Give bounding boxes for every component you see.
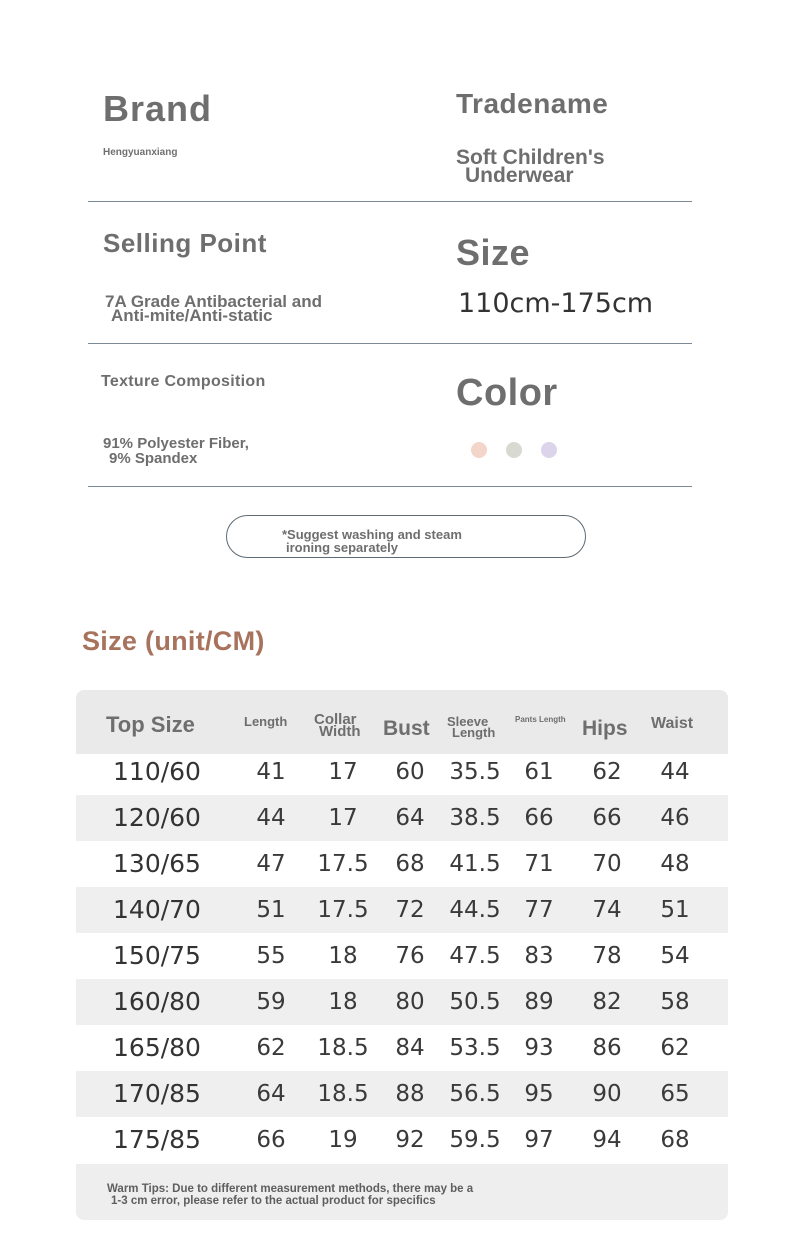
table-cell-size: 130/65: [113, 849, 201, 878]
table-cell: 59: [256, 989, 286, 1015]
header-pants-length: Pants Length: [515, 715, 566, 724]
divider: [88, 486, 692, 487]
table-cell: 44: [256, 805, 286, 831]
table-cell: 44: [660, 759, 690, 785]
color-swatch-lavender[interactable]: [541, 442, 557, 458]
table-row: [76, 841, 728, 887]
header-bust: Bust: [383, 717, 430, 740]
table-cell: 41.5: [449, 851, 501, 877]
warm-tips: [107, 1183, 567, 1207]
color-heading: Color: [456, 372, 558, 408]
header-collar-line1: Collar: [314, 711, 357, 728]
table-cell: 56.5: [449, 1081, 501, 1107]
tradename-value-line1: Soft Children's: [456, 146, 605, 169]
table-cell: 66: [524, 805, 554, 831]
table-cell: 51: [660, 897, 690, 923]
table-cell: 48: [660, 851, 690, 877]
texture-line2: 9% Spandex: [109, 450, 198, 467]
table-cell: 18: [328, 943, 358, 969]
selling-point-line1: 7A Grade Antibacterial and: [105, 292, 322, 311]
table-cell: 64: [395, 805, 425, 831]
table-cell: 68: [395, 851, 425, 877]
table-cell: 93: [524, 1035, 554, 1061]
table-cell: 41: [256, 759, 286, 785]
table-cell: 62: [592, 759, 622, 785]
table-cell: 83: [524, 943, 554, 969]
tradename-value-line2: Underwear: [465, 164, 574, 187]
selling-point-value: [105, 292, 405, 325]
header-length: Length: [244, 714, 288, 729]
table-cell: 18.5: [317, 1081, 369, 1107]
selling-point-line2: Anti-mite/Anti-static: [111, 306, 273, 325]
table-cell: 78: [592, 943, 622, 969]
washing-tip-line2: ironing separately: [286, 540, 398, 555]
table-cell: 18.5: [317, 1035, 369, 1061]
table-cell: 17.5: [317, 897, 369, 923]
table-cell-size: 165/80: [113, 1033, 201, 1062]
washing-tip-line1: *Suggest washing and steam: [282, 527, 462, 542]
table-cell-size: 140/70: [113, 895, 201, 924]
divider: [88, 201, 692, 202]
table-cell: 61: [524, 759, 554, 785]
table-row: [76, 1117, 728, 1163]
table-cell: 59.5: [449, 1127, 501, 1153]
washing-tip-text: [282, 528, 542, 554]
table-row: [76, 749, 728, 795]
table-cell: 90: [592, 1081, 622, 1107]
table-cell: 76: [395, 943, 425, 969]
table-cell: 53.5: [449, 1035, 501, 1061]
table-cell: 64: [256, 1081, 286, 1107]
divider: [88, 343, 692, 344]
size-table-title: Size (unit/CM): [82, 626, 265, 656]
texture-value: [103, 436, 363, 466]
table-cell: 77: [524, 897, 554, 923]
table-cell-size: 120/60: [113, 803, 201, 832]
table-cell: 50.5: [449, 989, 501, 1015]
table-cell: 82: [592, 989, 622, 1015]
warm-tips-line2: 1-3 cm error, please refer to the actual product for specifics: [111, 1195, 436, 1207]
table-cell: 89: [524, 989, 554, 1015]
table-cell: 95: [524, 1081, 554, 1107]
header-waist: Waist: [651, 715, 694, 732]
brand-value: Hengyuanxiang: [103, 147, 178, 158]
table-cell: 71: [524, 851, 554, 877]
table-cell: 72: [395, 897, 425, 923]
table-row: [76, 979, 728, 1025]
table-cell: 58: [660, 989, 690, 1015]
table-row: [76, 887, 728, 933]
size-heading: Size: [456, 232, 531, 266]
table-cell-size: 110/60: [113, 757, 201, 786]
table-cell: 94: [592, 1127, 622, 1153]
table-row: [76, 795, 728, 841]
header-collar-line2: Width: [319, 723, 361, 740]
table-cell: 86: [592, 1035, 622, 1061]
table-cell: 35.5: [449, 759, 501, 785]
table-cell: 68: [660, 1127, 690, 1153]
table-cell: 47.5: [449, 943, 501, 969]
table-cell: 18: [328, 989, 358, 1015]
table-cell: 60: [395, 759, 425, 785]
color-swatch-gray[interactable]: [506, 442, 522, 458]
table-cell: 66: [592, 805, 622, 831]
header-sleeve-line1: Sleeve: [447, 714, 489, 729]
table-cell: 19: [328, 1127, 358, 1153]
table-row: [76, 933, 728, 979]
table-cell: 84: [395, 1035, 425, 1061]
header-collar-width: [314, 711, 361, 740]
color-swatch-peach[interactable]: [471, 442, 487, 458]
header-top-size: Top Size: [106, 712, 195, 737]
texture-line1: 91% Polyester Fiber,: [103, 435, 249, 452]
table-cell: 44.5: [449, 897, 501, 923]
table-cell: 92: [395, 1127, 425, 1153]
table-cell: 17.5: [317, 851, 369, 877]
tradename-heading: Tradename: [456, 88, 609, 119]
warm-tips-line1: Warm Tips: Due to different measurement methods, there may be a: [107, 1183, 474, 1195]
brand-heading: Brand: [103, 88, 213, 129]
table-cell: 54: [660, 943, 690, 969]
table-cell: 62: [660, 1035, 690, 1061]
header-hips: Hips: [582, 717, 628, 740]
table-row: [76, 1025, 728, 1071]
table-row: [76, 1071, 728, 1117]
table-cell: 74: [592, 897, 622, 923]
table-cell: 55: [256, 943, 286, 969]
table-cell: 88: [395, 1081, 425, 1107]
table-cell: 46: [660, 805, 690, 831]
table-cell: 17: [328, 805, 358, 831]
table-cell: 66: [256, 1127, 286, 1153]
table-cell: 97: [524, 1127, 554, 1153]
table-cell: 38.5: [449, 805, 501, 831]
size-value: 110cm-175cm: [458, 288, 654, 319]
table-cell-size: 150/75: [113, 941, 201, 970]
table-cell: 47: [256, 851, 286, 877]
header-sleeve-length: [447, 716, 495, 738]
table-cell-size: 175/85: [113, 1125, 201, 1154]
table-cell: 17: [328, 759, 358, 785]
table-cell: 65: [660, 1081, 690, 1107]
table-cell: 62: [256, 1035, 286, 1061]
tradename-value: [456, 146, 686, 187]
table-cell: 51: [256, 897, 286, 923]
table-cell-size: 170/85: [113, 1079, 201, 1108]
table-cell: 70: [592, 851, 622, 877]
table-cell: 80: [395, 989, 425, 1015]
header-sleeve-line2: Length: [452, 725, 496, 740]
texture-heading: Texture Composition: [101, 373, 266, 390]
selling-point-heading: Selling Point: [103, 228, 267, 258]
table-cell-size: 160/80: [113, 987, 201, 1016]
